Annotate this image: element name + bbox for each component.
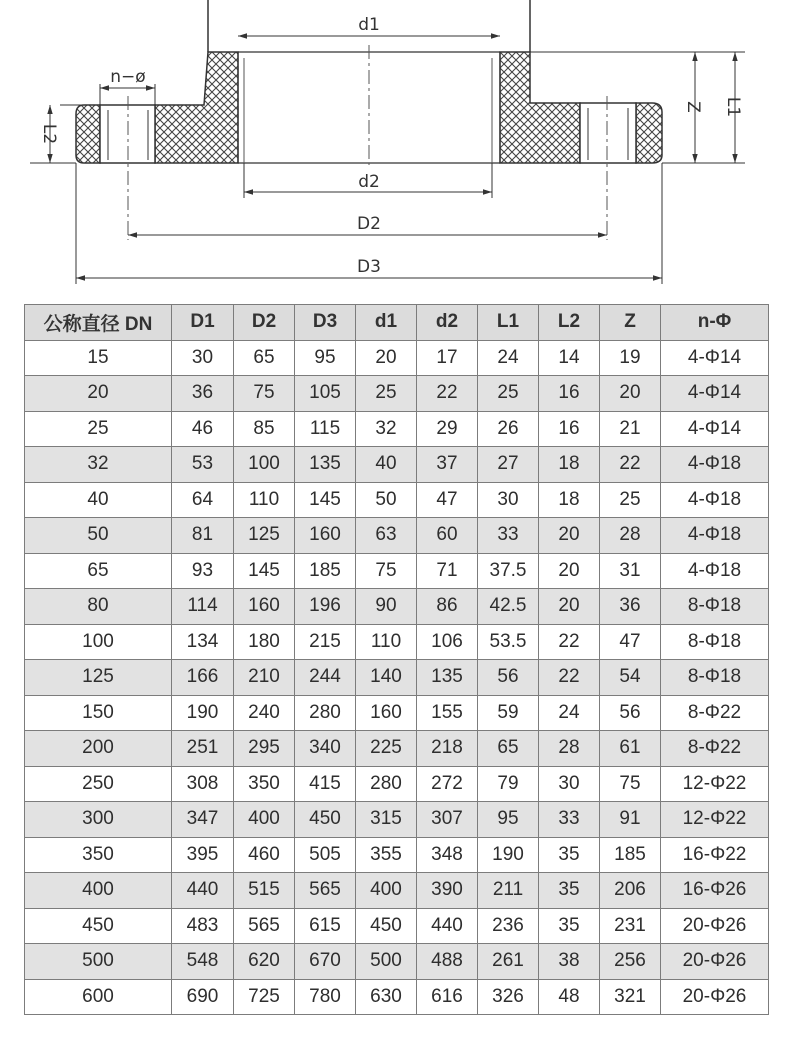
table-cell: 25 [356, 376, 417, 412]
label-d1: d1 [358, 15, 380, 35]
table-cell: 38 [539, 944, 600, 980]
table-cell: 22 [600, 447, 661, 483]
table-cell: 400 [234, 802, 295, 838]
table-cell: 30 [478, 482, 539, 518]
table-cell: 26 [478, 411, 539, 447]
column-header: Z [600, 305, 661, 341]
label-L1: L1 [723, 96, 743, 118]
table-row [25, 482, 769, 518]
flange-section-right [500, 52, 662, 240]
table-cell: 12-Φ22 [661, 766, 769, 802]
table-cell: 20-Φ26 [661, 908, 769, 944]
table-cell: 261 [478, 944, 539, 980]
table-cell: 8-Φ18 [661, 589, 769, 625]
table-cell: 24 [478, 340, 539, 376]
table-cell: 340 [295, 731, 356, 767]
table-cell: 307 [417, 802, 478, 838]
table-cell: 22 [417, 376, 478, 412]
table-cell: 135 [295, 447, 356, 483]
table-cell: 4-Φ18 [661, 447, 769, 483]
table-cell: 321 [600, 979, 661, 1015]
table-cell: 134 [172, 624, 234, 660]
table-cell: 125 [25, 660, 172, 696]
table-cell: 190 [172, 695, 234, 731]
table-row [25, 944, 769, 980]
table-cell: 20 [539, 518, 600, 554]
table-cell: 90 [356, 589, 417, 625]
table-row [25, 802, 769, 838]
table-cell: 61 [600, 731, 661, 767]
table-cell: 505 [295, 837, 356, 873]
table-cell: 450 [25, 908, 172, 944]
table-cell: 15 [25, 340, 172, 376]
table-cell: 548 [172, 944, 234, 980]
table-cell: 36 [172, 376, 234, 412]
table-cell: 620 [234, 944, 295, 980]
column-header: d1 [356, 305, 417, 341]
table-cell: 4-Φ18 [661, 482, 769, 518]
table-row [25, 908, 769, 944]
table-cell: 36 [600, 589, 661, 625]
table-cell: 630 [356, 979, 417, 1015]
label-Z: Z [683, 101, 703, 113]
table-row [25, 624, 769, 660]
table-cell: 22 [539, 624, 600, 660]
table-cell: 616 [417, 979, 478, 1015]
column-header: D2 [234, 305, 295, 341]
table-cell: 140 [356, 660, 417, 696]
table-cell: 256 [600, 944, 661, 980]
table-cell: 400 [356, 873, 417, 909]
table-row [25, 837, 769, 873]
table-cell: 75 [600, 766, 661, 802]
table-cell: 240 [234, 695, 295, 731]
table-cell: 295 [234, 731, 295, 767]
dimension-L1 [723, 52, 743, 163]
dimension-d1 [238, 15, 500, 36]
table-cell: 218 [417, 731, 478, 767]
table-cell: 300 [25, 802, 172, 838]
table-cell: 47 [600, 624, 661, 660]
table-cell: 20 [539, 553, 600, 589]
table-cell: 415 [295, 766, 356, 802]
table-cell: 350 [25, 837, 172, 873]
table-row [25, 340, 769, 376]
column-header: L2 [539, 305, 600, 341]
table-cell: 81 [172, 518, 234, 554]
table-row [25, 447, 769, 483]
table-cell: 565 [295, 873, 356, 909]
table-cell: 30 [172, 340, 234, 376]
table-cell: 48 [539, 979, 600, 1015]
table-cell: 210 [234, 660, 295, 696]
table-cell: 63 [356, 518, 417, 554]
table-cell: 315 [356, 802, 417, 838]
table-cell: 106 [417, 624, 478, 660]
table-cell: 86 [417, 589, 478, 625]
table-cell: 65 [478, 731, 539, 767]
table-cell: 16-Φ26 [661, 873, 769, 909]
table-cell: 251 [172, 731, 234, 767]
table-cell: 31 [600, 553, 661, 589]
dimension-L2 [39, 105, 59, 163]
table-cell: 100 [234, 447, 295, 483]
table-cell: 670 [295, 944, 356, 980]
table-cell: 600 [25, 979, 172, 1015]
table-cell: 20 [600, 376, 661, 412]
table-cell: 225 [356, 731, 417, 767]
table-cell: 56 [600, 695, 661, 731]
table-cell: 4-Φ14 [661, 411, 769, 447]
table-cell: 308 [172, 766, 234, 802]
table-row [25, 553, 769, 589]
dimension-d2 [244, 163, 492, 198]
table-cell: 32 [25, 447, 172, 483]
table-cell: 215 [295, 624, 356, 660]
table-row [25, 660, 769, 696]
table-cell: 50 [25, 518, 172, 554]
table-cell: 40 [25, 482, 172, 518]
table-cell: 75 [356, 553, 417, 589]
table-cell: 211 [478, 873, 539, 909]
table-cell: 20 [539, 589, 600, 625]
table-header-row [25, 305, 769, 341]
table-cell: 85 [234, 411, 295, 447]
table-row [25, 873, 769, 909]
table-cell: 114 [172, 589, 234, 625]
table-row [25, 411, 769, 447]
column-header: n-Φ [661, 305, 769, 341]
table-cell: 155 [417, 695, 478, 731]
table-cell: 20 [356, 340, 417, 376]
table-row [25, 979, 769, 1015]
table-cell: 515 [234, 873, 295, 909]
flange-spec-table [24, 304, 769, 1015]
table-cell: 33 [478, 518, 539, 554]
table-cell: 28 [539, 731, 600, 767]
label-n-phi: n−ø [110, 67, 146, 87]
table-row [25, 376, 769, 412]
table-cell: 18 [539, 447, 600, 483]
column-header: D3 [295, 305, 356, 341]
table-cell: 71 [417, 553, 478, 589]
table-cell: 8-Φ22 [661, 731, 769, 767]
table-cell: 33 [539, 802, 600, 838]
table-cell: 160 [234, 589, 295, 625]
table-cell: 196 [295, 589, 356, 625]
table-cell: 272 [417, 766, 478, 802]
table-cell: 65 [25, 553, 172, 589]
table-cell: 40 [356, 447, 417, 483]
table-cell: 22 [539, 660, 600, 696]
table-row [25, 695, 769, 731]
table-cell: 450 [295, 802, 356, 838]
table-cell: 690 [172, 979, 234, 1015]
table-cell: 93 [172, 553, 234, 589]
table-cell: 185 [295, 553, 356, 589]
table-cell: 35 [539, 873, 600, 909]
table-cell: 91 [600, 802, 661, 838]
table-cell: 37 [417, 447, 478, 483]
table-cell: 16-Φ22 [661, 837, 769, 873]
table-cell: 180 [234, 624, 295, 660]
table-cell: 20-Φ26 [661, 944, 769, 980]
table-cell: 21 [600, 411, 661, 447]
table-cell: 105 [295, 376, 356, 412]
table-cell: 355 [356, 837, 417, 873]
table-cell: 280 [356, 766, 417, 802]
label-L2: L2 [39, 123, 59, 145]
column-header: D1 [172, 305, 234, 341]
table-cell: 350 [234, 766, 295, 802]
table-row [25, 766, 769, 802]
table-cell: 390 [417, 873, 478, 909]
table-cell: 30 [539, 766, 600, 802]
table-cell: 135 [417, 660, 478, 696]
table-cell: 200 [25, 731, 172, 767]
table-cell: 95 [478, 802, 539, 838]
table-body [25, 340, 769, 1015]
table-cell: 4-Φ18 [661, 553, 769, 589]
table-cell: 150 [25, 695, 172, 731]
table-cell: 440 [172, 873, 234, 909]
table-cell: 53.5 [478, 624, 539, 660]
table-cell: 8-Φ22 [661, 695, 769, 731]
table-cell: 50 [356, 482, 417, 518]
table-cell: 29 [417, 411, 478, 447]
table-cell: 12-Φ22 [661, 802, 769, 838]
table-cell: 59 [478, 695, 539, 731]
table-cell: 35 [539, 908, 600, 944]
table-cell: 450 [356, 908, 417, 944]
table-cell: 125 [234, 518, 295, 554]
table-cell: 110 [234, 482, 295, 518]
table-cell: 54 [600, 660, 661, 696]
column-header: 公称直径 DN [25, 305, 172, 341]
table-cell: 348 [417, 837, 478, 873]
label-D3: D3 [357, 257, 381, 277]
table-cell: 615 [295, 908, 356, 944]
table-cell: 8-Φ18 [661, 624, 769, 660]
table-cell: 160 [295, 518, 356, 554]
table-cell: 19 [600, 340, 661, 376]
table-cell: 145 [234, 553, 295, 589]
table-cell: 24 [539, 695, 600, 731]
table-cell: 231 [600, 908, 661, 944]
table-cell: 100 [25, 624, 172, 660]
table-cell: 56 [478, 660, 539, 696]
table-cell: 95 [295, 340, 356, 376]
table-cell: 440 [417, 908, 478, 944]
table-cell: 42.5 [478, 589, 539, 625]
table-cell: 4-Φ18 [661, 518, 769, 554]
table-cell: 20-Φ26 [661, 979, 769, 1015]
table-cell: 28 [600, 518, 661, 554]
column-header: L1 [478, 305, 539, 341]
table-cell: 16 [539, 376, 600, 412]
table-cell: 46 [172, 411, 234, 447]
table-cell: 250 [25, 766, 172, 802]
table-cell: 47 [417, 482, 478, 518]
table-cell: 4-Φ14 [661, 376, 769, 412]
table-cell: 115 [295, 411, 356, 447]
table-row [25, 589, 769, 625]
table-cell: 395 [172, 837, 234, 873]
table-cell: 166 [172, 660, 234, 696]
table-cell: 25 [600, 482, 661, 518]
table-cell: 236 [478, 908, 539, 944]
table-cell: 725 [234, 979, 295, 1015]
table-cell: 35 [539, 837, 600, 873]
table-cell: 110 [356, 624, 417, 660]
table-cell: 8-Φ18 [661, 660, 769, 696]
table-cell: 347 [172, 802, 234, 838]
table-cell: 25 [478, 376, 539, 412]
table-cell: 400 [25, 873, 172, 909]
table-cell: 483 [172, 908, 234, 944]
table-cell: 160 [356, 695, 417, 731]
table-row [25, 518, 769, 554]
table-cell: 460 [234, 837, 295, 873]
table-cell: 75 [234, 376, 295, 412]
flange-drawing [0, 0, 800, 300]
table-cell: 280 [295, 695, 356, 731]
table-cell: 4-Φ14 [661, 340, 769, 376]
table-cell: 206 [600, 873, 661, 909]
table-cell: 326 [478, 979, 539, 1015]
table-cell: 32 [356, 411, 417, 447]
label-D2: D2 [357, 214, 381, 234]
table-cell: 16 [539, 411, 600, 447]
table-cell: 500 [356, 944, 417, 980]
label-d2: d2 [358, 172, 380, 192]
table-cell: 14 [539, 340, 600, 376]
table-cell: 500 [25, 944, 172, 980]
table-cell: 780 [295, 979, 356, 1015]
table-cell: 37.5 [478, 553, 539, 589]
table-cell: 185 [600, 837, 661, 873]
flange-section-left [76, 52, 238, 240]
column-header: d2 [417, 305, 478, 341]
table-cell: 190 [478, 837, 539, 873]
table-cell: 79 [478, 766, 539, 802]
table-cell: 565 [234, 908, 295, 944]
table-cell: 488 [417, 944, 478, 980]
table-cell: 60 [417, 518, 478, 554]
table-cell: 53 [172, 447, 234, 483]
table-row [25, 731, 769, 767]
table-cell: 145 [295, 482, 356, 518]
table-cell: 17 [417, 340, 478, 376]
table-cell: 27 [478, 447, 539, 483]
table-cell: 65 [234, 340, 295, 376]
table-cell: 25 [25, 411, 172, 447]
table-cell: 244 [295, 660, 356, 696]
table-cell: 20 [25, 376, 172, 412]
table-cell: 18 [539, 482, 600, 518]
dimension-D2 [128, 214, 607, 235]
table-cell: 64 [172, 482, 234, 518]
table-cell: 80 [25, 589, 172, 625]
